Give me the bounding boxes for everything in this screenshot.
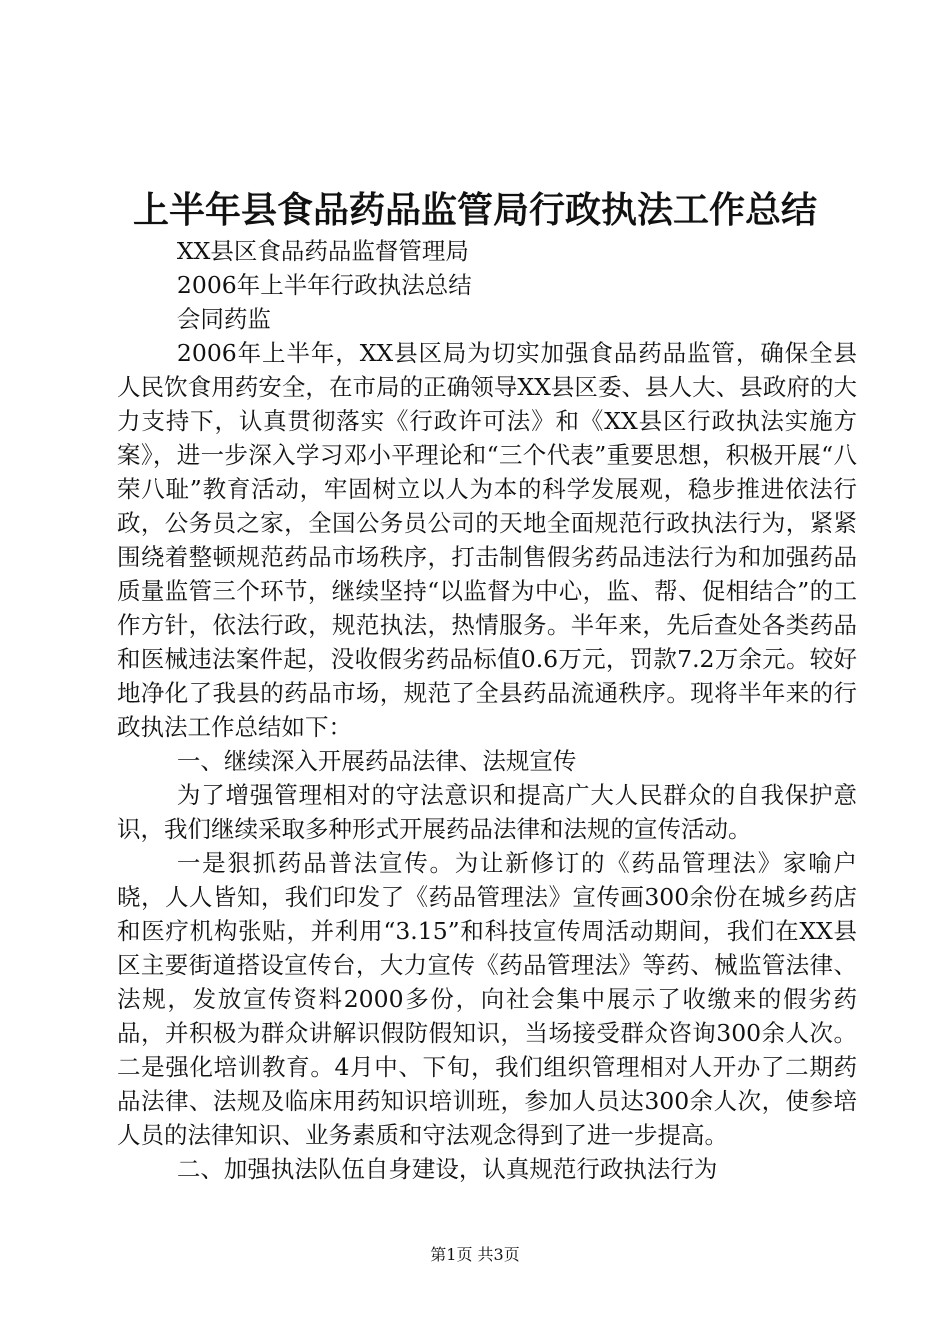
paragraph-issuer: XX县区食品药品监督管理局 — [176, 237, 469, 265]
document-title: 上半年县食品药品监管局行政执法工作总结 — [132, 189, 817, 231]
section-heading-2: 二、加强执法队伍自身建设，认真规范行政执法行为 — [176, 1155, 718, 1183]
paragraph-cosigner: 会同药监 — [176, 305, 271, 333]
section-heading-1: 一、继续深入开展药品法律、法规宣传 — [176, 747, 577, 775]
document-body — [117, 234, 857, 1186]
page-number-footer: 第1页 共3页 — [430, 1245, 520, 1264]
paragraph-intro: 2006年上半年，XX县区局为切实加强食品药品监管，确保全县人民饮食用药安全，在市局的正确领导XX县区委、县人大、县政府的大力支持下，认真贯彻落实《行政许可法》和《XX县区行政执法实施方案》，进一步深入学习邓小平理论和“三个代表”重要思想，积极开展“八荣八耻”教育活动，牢固树立以人为本的科学发展观，稳步推进依法行政，公务员之家，全国公务员公司的天地全面规范行政执法行为，紧紧围绕着整顿规范药品市场秩序，打击制售假劣药品违法行为和加强药品质量监管三个环节，继续坚持“以监督为中心，监、帮、促相结合”的工作方针，依法行政，规范执法，热情服务。半年来，先后查处各类药品和医械违法案件起，没收假劣药品标值0.6万元，罚款7.2万余元。较好地净化了我县的药品市场，规范了全县药品流通秩序。现将半年来的行政执法工作总结如下： — [117, 339, 857, 741]
paragraph-section-1-intro: 为了增强管理相对的守法意识和提高广大人民群众的自我保护意识，我们继续采取多种形式开展药品法律和法规的宣传活动。 — [117, 781, 857, 843]
paragraph-subtitle: 2006年上半年行政执法总结 — [176, 271, 472, 299]
paragraph-section-1-detail: 一是狠抓药品普法宣传。为让新修订的《药品管理法》家喻户晓，人人皆知，我们印发了《药品管理法》宣传画300余份在城乡药店和医疗机构张贴，并利用“3.15”和科技宣传周活动期间，我们在XX县区主要街道搭设宣传台，大力宣传《药品管理法》等药、械监管法律、法规，发放宣传资料2000多份，向社会集中展示了收缴来的假劣药品，并积极为群众讲解识假防假知识，当场接受群众咨询300余人次。二是强化培训教育。4月中、下旬，我们组织管理相对人开办了二期药品法律、法规及临床用药知识培训班，参加人员达300余人次，使参培人员的法律知识、业务素质和守法观念得到了进一步提高。 — [117, 849, 857, 1149]
